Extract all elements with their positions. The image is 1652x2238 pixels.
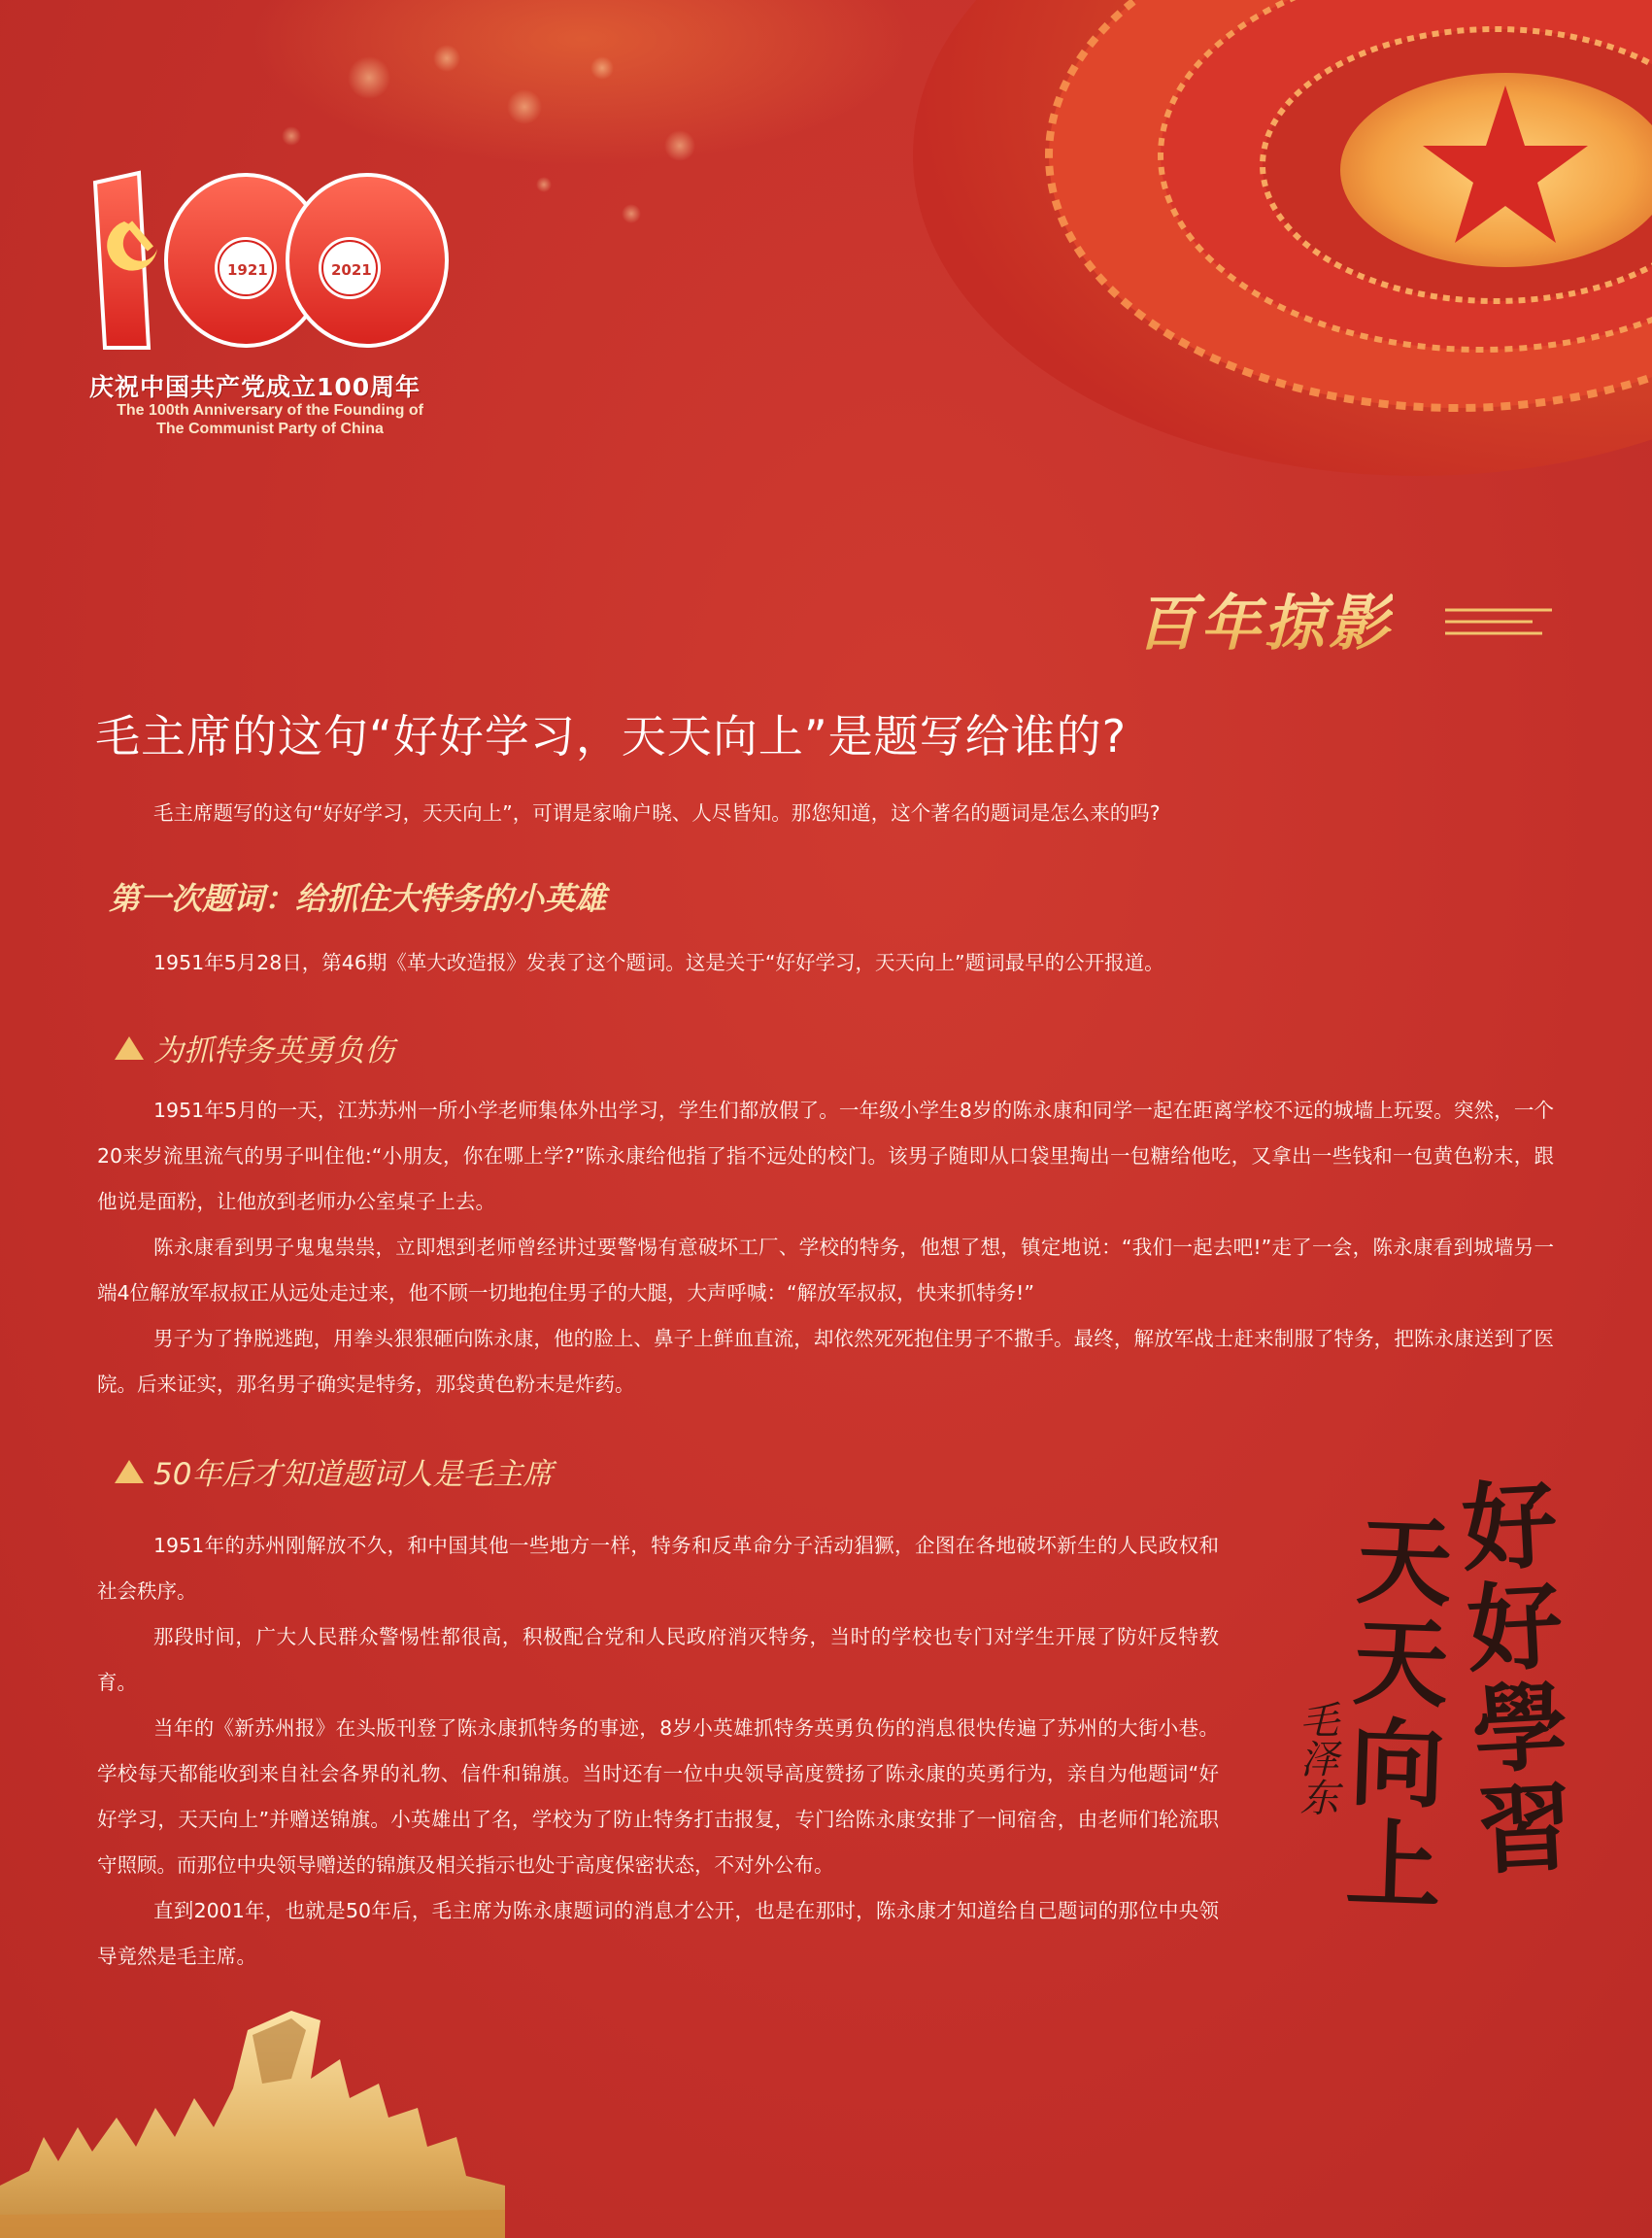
section2-paragraph: 1951年5月的一天，江苏苏州一所小学老师集体外出学习，学生们都放假了。一年级小学生8岁的陈永康和同学一起在距离学校不远的城墙上玩耍。突然，一个20来岁流里流气的男子叫住他:“小朋友，你在哪上学?”陈永康给他指了指不远处的校门。该男子随即从口袋里掏出一包糖给他吃，又拿出一些钱和一包黄色粉末，跟他说是面粉，让他放到老师办公室桌子上去。 bbox=[97, 1099, 1554, 1213]
star-emblem-decoration bbox=[719, 0, 1652, 505]
calligraphy-column-left: 天天向上 bbox=[1328, 1509, 1455, 1917]
section2-paragraph: 男子为了挣脱逃跑，用拳头狠狠砸向陈永康，他的脸上、鼻子上鲜血直流，却依然死死抱住男子不撒手。最终，解放军战士赶来制服了特务，把陈永康送到了医院。后来证实，那名男子确实是特务，那袋黄色粉末是炸药。 bbox=[97, 1327, 1554, 1396]
section3-body bbox=[97, 1523, 1219, 1980]
section3-heading bbox=[115, 1449, 553, 1493]
section3-paragraph: 当年的《新苏州报》在头版刊登了陈永康抓特务的事迹，8岁小英雄抓特务英勇负伤的消息很快传遍了苏州的大街小巷。学校每天都能收到来自社会各界的礼物、信件和锦旗。当时还有一位中央领导高度赞扬了陈永康的英勇行为，亲自为他题词“好好学习，天天向上”并赠送锦旗。小英雄出了名，学校为了防止特务打击报复，专门给陈永康安排了一间宿舍，由老师们轮流职守照顾。而那位中央领导赠送的锦旗及相关指示也处于高度保密状态，不对外公布。 bbox=[97, 1716, 1219, 1877]
section3-paragraph: 直到2001年，也就是50年后，毛主席为陈永康题词的消息才公开，也是在那时，陈永康才知道给自己题词的那位中央领导竟然是毛主席。 bbox=[97, 1899, 1219, 1968]
section2-paragraph: 陈永康看到男子鬼鬼祟祟，立即想到老师曾经讲过要警惕有意破坏工厂、学校的特务，他想了想，镇定地说：“我们一起去吧!”走了一会，陈永康看到城墙另一端4位解放军叔叔正从远处走过来，他不顾一切地抱住男子的大腿，大声呼喊：“解放军叔叔，快来抓特务!” bbox=[97, 1236, 1554, 1305]
section3-paragraph: 那段时间，广大人民群众警惕性都很高，积极配合党和人民政府消灭特务，当时的学校也专门对学生开展了防奸反特教育。 bbox=[97, 1625, 1219, 1694]
logo-chinese-caption: 庆祝中国共产党成立100周年 bbox=[89, 373, 421, 401]
intro-paragraph: 毛主席题写的这句“好好学习，天天向上”，可谓是家喻户晓、人尽皆知。那您知道，这个著名的题词是怎么来的吗? bbox=[153, 801, 1161, 825]
section3-paragraph: 1951年的苏州刚解放不久，和中国其他一些地方一样，特务和反革命分子活动猖獗，企图在各地破坏新生的人民政权和社会秩序。 bbox=[97, 1534, 1219, 1603]
monument-statue-decoration bbox=[0, 1991, 505, 2238]
logo-100-graphic bbox=[85, 163, 474, 367]
title-lines-decoration bbox=[1445, 602, 1552, 647]
section2-heading bbox=[115, 1026, 394, 1069]
section3-heading-text: 50年后才知道题词人是毛主席 bbox=[153, 1457, 554, 1492]
logo-year-start: 1921 bbox=[227, 261, 268, 279]
section-title: 百年掠影 bbox=[1136, 575, 1393, 661]
centenary-logo bbox=[85, 163, 474, 455]
first-inscription-text: 1951年5月28日，第46期《革大改造报》发表了这个题词。这是关于“好好学习，天天向上”题词最早的公开报道。 bbox=[153, 951, 1164, 974]
main-title: 毛主席的这句“好好学习，天天向上”是题写给谁的? bbox=[95, 710, 1128, 763]
triangle-icon bbox=[115, 1460, 144, 1483]
logo-english-line2: The Communist Party of China bbox=[156, 421, 384, 437]
calligraphy-signature: 毛泽东 bbox=[1294, 1700, 1338, 1816]
calligraphy-column-right: 好好學習 bbox=[1443, 1474, 1576, 1883]
section2-body bbox=[97, 1088, 1554, 1407]
logo-year-end: 2021 bbox=[331, 261, 372, 279]
section2-heading-text: 为抓特务英勇负伤 bbox=[153, 1034, 394, 1068]
calligraphy-inscription bbox=[1294, 1474, 1593, 1943]
first-inscription-heading: 第一次题词：给抓住大特务的小英雄 bbox=[109, 880, 607, 917]
logo-english-line1: The 100th Anniversary of the Founding of bbox=[117, 402, 423, 419]
triangle-icon bbox=[115, 1036, 144, 1060]
